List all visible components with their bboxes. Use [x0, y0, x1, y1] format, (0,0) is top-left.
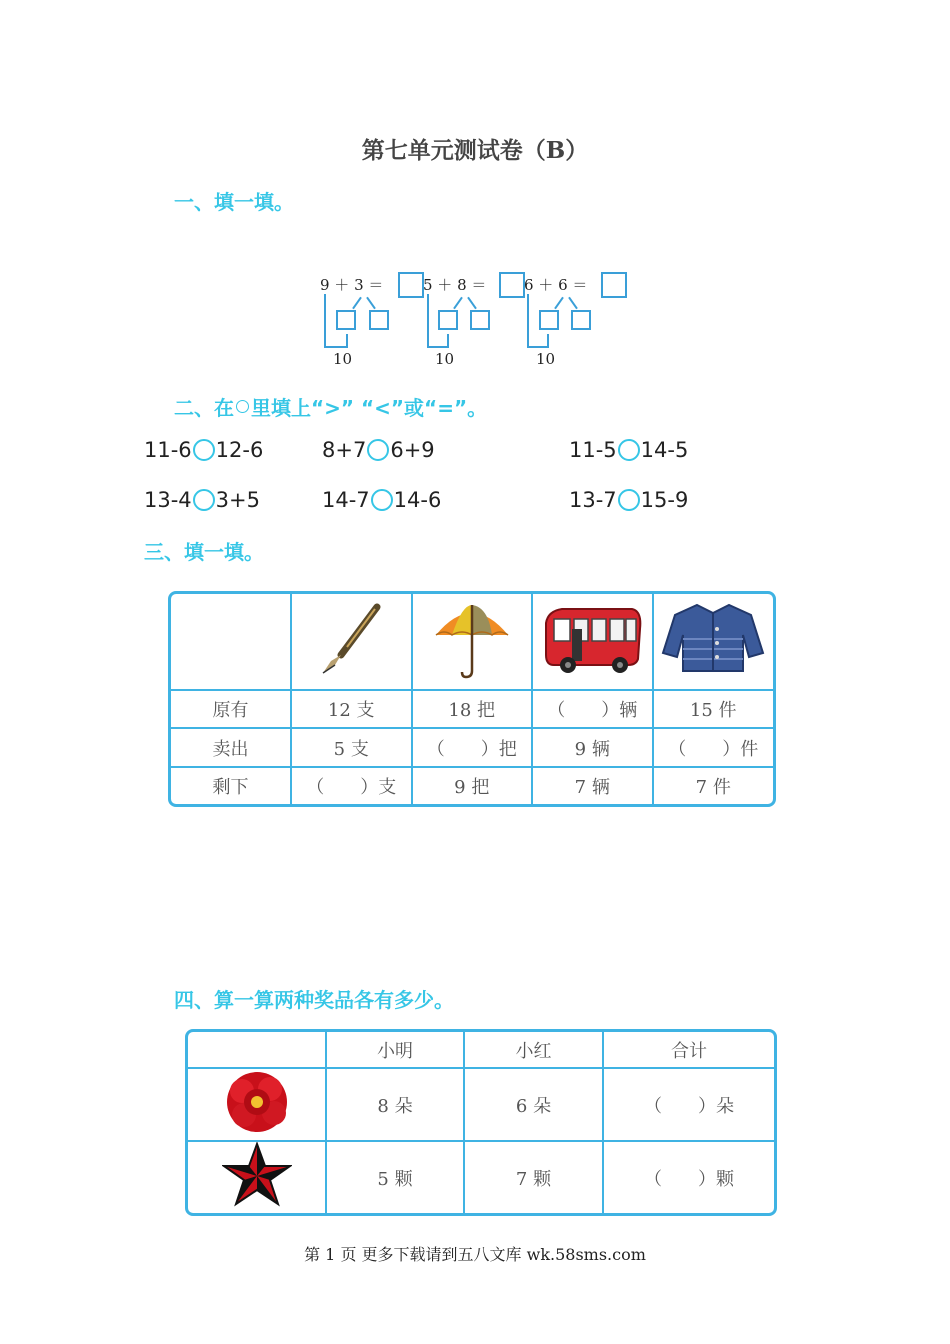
- table-cell: [291, 594, 412, 690]
- compare-circle[interactable]: [367, 439, 389, 461]
- split-box[interactable]: [369, 310, 389, 330]
- split-line: [352, 297, 362, 310]
- split-line: [568, 297, 578, 310]
- star-icon: [222, 1142, 292, 1208]
- table-cell: 7 颗: [464, 1141, 603, 1213]
- section4-heading: 四、算一算两种奖品各有多少。: [174, 988, 454, 1012]
- bracket-line: [324, 294, 326, 348]
- row-label: 剩下: [171, 767, 291, 804]
- ten-label: 10: [333, 350, 353, 368]
- table-header: 小红: [464, 1032, 603, 1068]
- table-cell[interactable]: （ ）朵: [603, 1068, 774, 1141]
- row-label: 卖出: [171, 728, 291, 766]
- split-box[interactable]: [336, 310, 356, 330]
- split-box[interactable]: [571, 310, 591, 330]
- section3-heading: 三、填一填。: [144, 540, 264, 564]
- bracket-line: [324, 346, 348, 348]
- bus-icon: [540, 599, 644, 679]
- compare-item: 14-7 14-6: [322, 488, 442, 512]
- compare-item: 13-7 15-9: [569, 488, 689, 512]
- compare-item: 8+7 6+9: [322, 438, 435, 462]
- table-cell[interactable]: （ ）辆: [532, 690, 653, 728]
- split-box[interactable]: [470, 310, 490, 330]
- answer-box-3[interactable]: [601, 272, 627, 298]
- table-cell: 9 辆: [532, 728, 653, 766]
- table-cell: 8 朵: [326, 1068, 464, 1141]
- table-cell: [171, 594, 291, 690]
- ten-label: 10: [536, 350, 556, 368]
- split-box[interactable]: [438, 310, 458, 330]
- split-box[interactable]: [539, 310, 559, 330]
- table-cell: 12 支: [291, 690, 412, 728]
- table-cell: 7 辆: [532, 767, 653, 804]
- split-line: [366, 297, 376, 310]
- section1-heading: 一、填一填。: [174, 190, 294, 214]
- section2-heading: [174, 392, 487, 421]
- bracket-line: [346, 334, 348, 348]
- ten-label: 10: [435, 350, 455, 368]
- compare-circle[interactable]: [193, 489, 215, 511]
- bracket-line: [427, 294, 429, 348]
- bracket-line: [527, 294, 529, 348]
- bracket-line: [447, 334, 449, 348]
- equation-2: 5 ＋ 8 ＝: [423, 276, 487, 294]
- table-row: [171, 690, 773, 728]
- umbrella-icon: [430, 597, 514, 681]
- table-row: [188, 1141, 774, 1213]
- table-row: [171, 767, 773, 804]
- table-row: [188, 1068, 774, 1141]
- equation-3: 6 ＋ 6 ＝: [524, 276, 588, 294]
- circle-icon: [236, 400, 249, 413]
- table-cell: 6 朵: [464, 1068, 603, 1141]
- table-row: [171, 594, 773, 690]
- table-cell: 5 颗: [326, 1141, 464, 1213]
- table-cell: 7 件: [653, 767, 774, 804]
- table-cell[interactable]: （ ）支: [291, 767, 412, 804]
- table-cell: [412, 594, 533, 690]
- pen-icon: [311, 599, 391, 679]
- page-title: 第七单元测试卷（B）: [361, 137, 589, 164]
- table-cell: 9 把: [412, 767, 533, 804]
- compare-circle[interactable]: [371, 489, 393, 511]
- split-line: [453, 297, 463, 310]
- answer-box-2[interactable]: [499, 272, 525, 298]
- table-cell: [532, 594, 653, 690]
- split-line: [467, 297, 477, 310]
- sweater-icon: [659, 599, 767, 679]
- split-line: [554, 297, 564, 310]
- table-cell: 15 件: [653, 690, 774, 728]
- compare-item: 11-5 14-5: [569, 438, 689, 462]
- compare-circle[interactable]: [193, 439, 215, 461]
- row-label: 原有: [171, 690, 291, 728]
- equation-1: 9 ＋ 3 ＝: [320, 276, 384, 294]
- bracket-line: [547, 334, 549, 348]
- table-header: [188, 1032, 326, 1068]
- compare-circle[interactable]: [618, 489, 640, 511]
- table-row: [171, 728, 773, 766]
- table-header-row: [188, 1032, 774, 1068]
- table-cell[interactable]: （ ）颗: [603, 1141, 774, 1213]
- table-cell[interactable]: （ ）件: [653, 728, 774, 766]
- page-footer: 第 1 页 更多下载请到五八文库 wk.58sms.com: [304, 1245, 646, 1264]
- goods-table: [168, 591, 776, 807]
- prize-table: [185, 1029, 777, 1216]
- table-cell: [653, 594, 774, 690]
- table-cell: 5 支: [291, 728, 412, 766]
- section2-heading-post: 里填上“>” “<”或“=”。: [251, 396, 488, 420]
- table-cell: 18 把: [412, 690, 533, 728]
- table-header: 小明: [326, 1032, 464, 1068]
- compare-item: 11-6 12-6: [144, 438, 264, 462]
- section2-heading-pre: 二、在: [174, 396, 234, 420]
- bracket-line: [427, 346, 449, 348]
- flower-icon: [224, 1069, 290, 1135]
- compare-circle[interactable]: [618, 439, 640, 461]
- table-cell: [188, 1068, 326, 1141]
- bracket-line: [527, 346, 549, 348]
- answer-box-1[interactable]: [398, 272, 424, 298]
- table-cell: [188, 1141, 326, 1213]
- table-cell[interactable]: （ ）把: [412, 728, 533, 766]
- table-header: 合计: [603, 1032, 774, 1068]
- compare-item: 13-4 3+5: [144, 488, 260, 512]
